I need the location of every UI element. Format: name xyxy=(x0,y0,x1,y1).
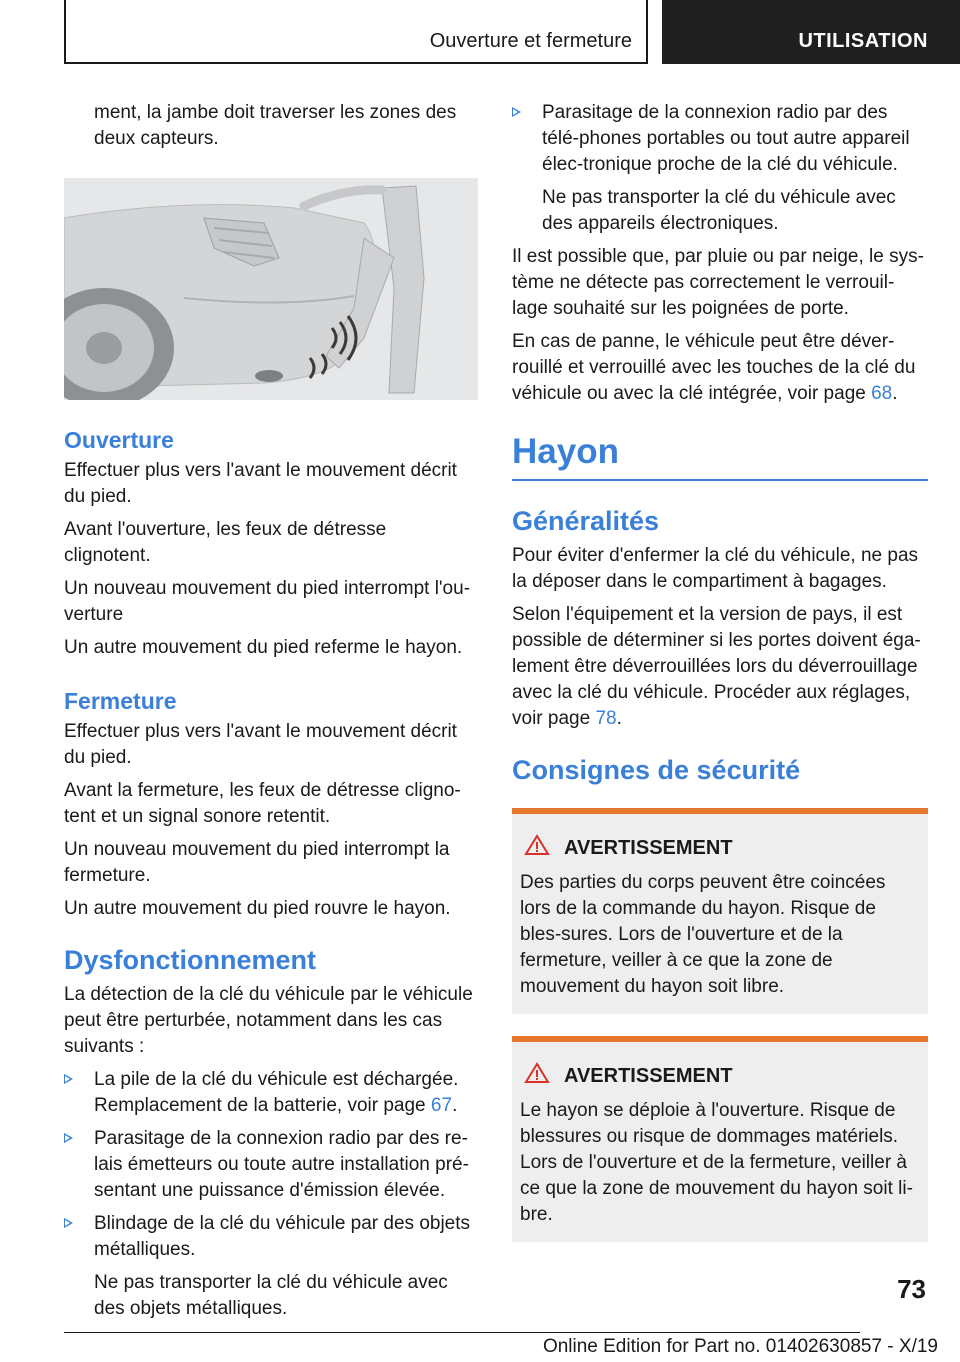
heading-generalites: Généralités xyxy=(512,506,660,536)
heading-ouverture: Ouverture xyxy=(64,427,174,453)
header-section-title: Ouverture et fermeture xyxy=(429,30,632,52)
warning-title: AVERTISSEMENT xyxy=(564,1064,733,1087)
list-item: Blindage de la clé du véhicule par des objets métalliques. Ne pas transporter la clé du véhicule avec des objets métalliques. xyxy=(64,1211,478,1322)
page-link[interactable]: 68 xyxy=(871,383,893,404)
right-text-2: En cas de panne, le véhicule peut être déver-rouillé et verrouillé avec les touches de la clé du véhicule ou avec la clé intégrée, voir page 68. xyxy=(512,331,916,404)
warning-triangle-icon xyxy=(524,1062,550,1090)
fermeture-text-4: Un autre mouvement du pied rouvre le hayon. xyxy=(64,898,451,919)
bullet-triangle-icon xyxy=(64,1133,73,1143)
right-text-1: Il est possible que, par pluie ou par neige, le sys-tème ne détecte pas correctement le verrouil-lage souhaité sur les poignées de porte. xyxy=(512,246,924,319)
bullet-triangle-icon xyxy=(64,1218,73,1228)
heading-consignes: Consignes de sécurité xyxy=(512,755,801,785)
generalites-text-1: Pour éviter d'enfermer la clé du véhicule, ne pas la déposer dans le compartiment à bagages. xyxy=(512,545,919,592)
ouverture-text-2: Avant l'ouverture, les feux de détresse clignotent. xyxy=(64,519,387,566)
header-chapter-box xyxy=(662,0,960,64)
bullet-triangle-icon xyxy=(64,1074,73,1084)
list-item: Parasitage de la connexion radio par des re-lais émetteurs ou toute autre installation pré-sentant une puissance d'émission élevée. xyxy=(64,1126,478,1204)
ouverture-text-1: Effectuer plus vers l'avant le mouvement décrit du pied. xyxy=(64,460,457,507)
warning-triangle-icon xyxy=(524,834,550,862)
footer-edition: Online Edition for Part no. 01402630857 - X/19 xyxy=(542,1336,938,1357)
heading-hayon: Hayon xyxy=(512,431,928,481)
warning-box xyxy=(512,808,928,1014)
ouverture-text-4: Un autre mouvement du pied referme le hayon. xyxy=(64,637,463,658)
header-chapter-title: UTILISATION xyxy=(798,30,928,52)
warning-box xyxy=(512,1036,928,1242)
tailgate-foot-sensor-illustration xyxy=(64,178,478,400)
generalites-text-2: Selon l'équipement et la version de pays, il est possible de déterminer si les portes doivent éga-lement être déverrouillées lors du déverrouillage avec la clé du véhicule. Procéder aux réglages, voir page 78. xyxy=(512,604,921,729)
car-illustration-icon xyxy=(64,178,478,400)
intro-text: ment, la jambe doit traverser les zones des deux capteurs. xyxy=(94,102,457,149)
heading-dysfonctionnement: Dysfonctionnement xyxy=(64,945,317,975)
heading-fermeture: Fermeture xyxy=(64,688,177,714)
page-link[interactable]: 78 xyxy=(595,708,617,729)
right-column xyxy=(512,100,928,1264)
ouverture-text-3: Un nouveau mouvement du pied interrompt l'ou-verture xyxy=(64,578,471,625)
fermeture-text-2: Avant la fermeture, les feux de détresse cligno-tent et un signal sonore retentit. xyxy=(64,780,461,827)
left-column xyxy=(64,100,478,1329)
fermeture-text-3: Un nouveau mouvement du pied interrompt la fermeture. xyxy=(64,839,450,886)
warning-text: Le hayon se déploie à l'ouverture. Risque de blessures ou risque de dommages matériels. Lors de l'ouverture et de la fermeture, veiller à ce que la zone de mouvement du hayon soit li-bre. xyxy=(520,1100,913,1225)
footer-divider xyxy=(64,1332,860,1333)
bullet-triangle-icon xyxy=(512,107,521,117)
page-number: 73 xyxy=(897,1274,926,1304)
warning-text: Des parties du corps peuvent être coincées lors de la commande du hayon. Risque de bles-sures. Lors de l'ouverture et de la fermeture, veiller à ce que la zone de mouvement du hayon soit libre. xyxy=(520,872,886,997)
warning-title: AVERTISSEMENT xyxy=(564,836,733,859)
fermeture-text-1: Effectuer plus vers l'avant le mouvement décrit du pied. xyxy=(64,721,457,768)
list-item: La pile de la clé du véhicule est déchargée. Remplacement de la batterie, voir page 67. xyxy=(64,1067,478,1119)
page-link[interactable]: 67 xyxy=(430,1095,453,1116)
dysfonctionnement-text: La détection de la clé du véhicule par le véhicule peut être perturbée, notamment dans les cas suivants : xyxy=(64,984,473,1057)
header-section-box xyxy=(64,0,648,64)
list-item: Parasitage de la connexion radio par des télé-phones portables ou tout autre appareil élec-tronique proche de la clé du véhicule. Ne pas transporter la clé du véhicule avec des appareils électroniques. xyxy=(512,100,928,237)
